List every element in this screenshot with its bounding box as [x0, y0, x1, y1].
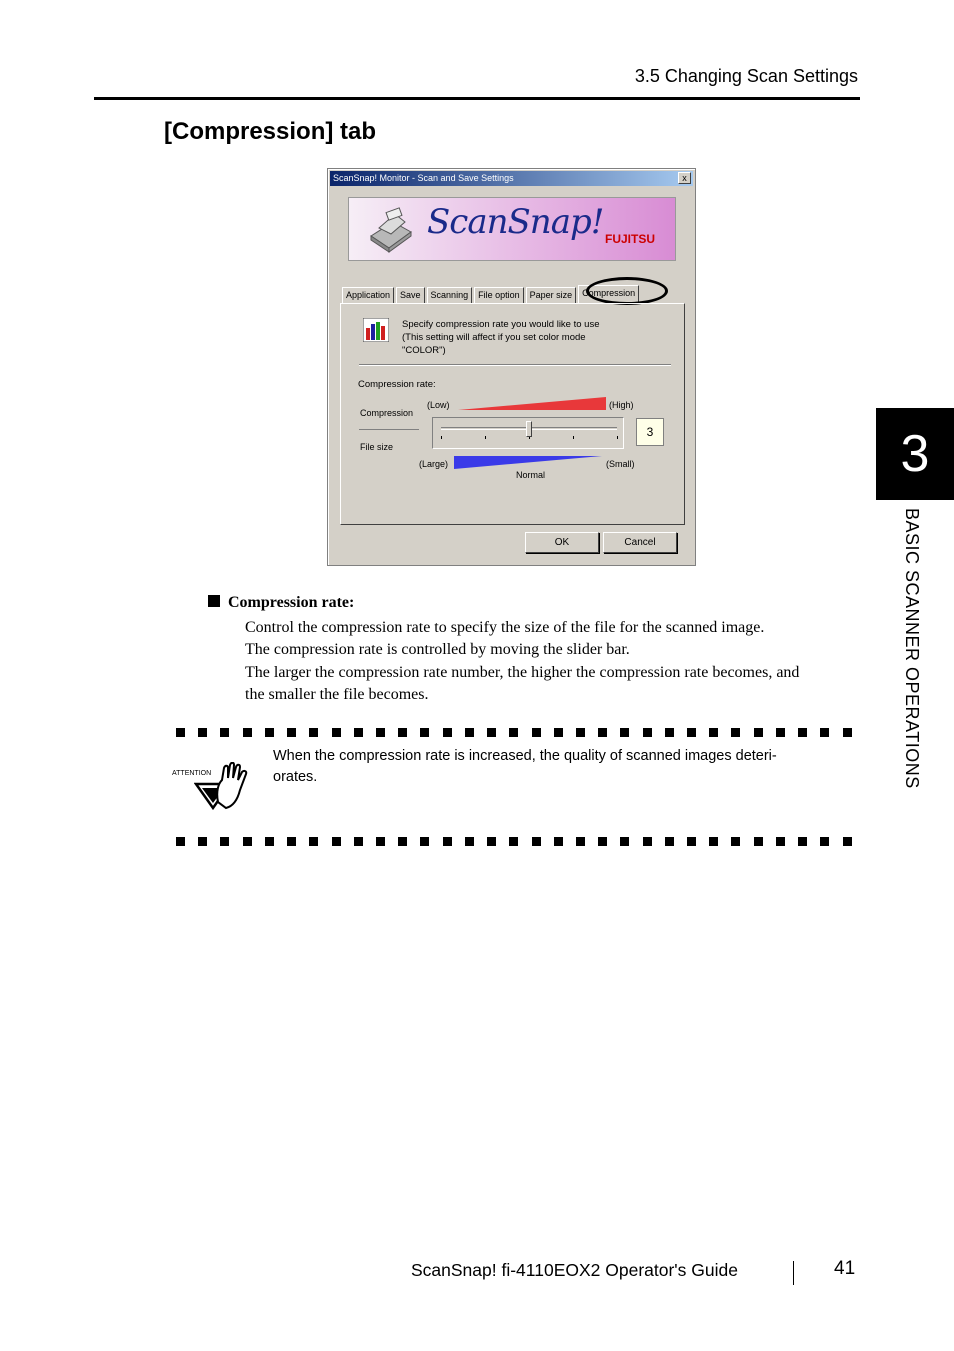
- body-line: the smaller the file becomes.: [245, 686, 429, 703]
- border-dot: [687, 728, 696, 737]
- dialog-titlebar: [330, 171, 693, 186]
- label-divider: [359, 429, 419, 430]
- tab-paper-size[interactable]: Paper size: [526, 287, 577, 303]
- attention-hand-icon: [194, 762, 250, 812]
- border-dot: [309, 837, 318, 846]
- border-dot: [176, 837, 185, 846]
- border-dot: [643, 728, 652, 737]
- border-dot: [420, 728, 429, 737]
- border-dot: [843, 837, 852, 846]
- border-dot: [687, 837, 696, 846]
- border-dot: [265, 837, 274, 846]
- border-dot: [554, 837, 563, 846]
- border-dot: [443, 728, 452, 737]
- border-dot: [487, 728, 496, 737]
- compression-instructions: [402, 318, 662, 357]
- border-dot: [532, 837, 541, 846]
- border-dot: [176, 728, 185, 737]
- border-dot: [731, 728, 740, 737]
- border-dot: [820, 837, 829, 846]
- scansnap-banner: [348, 197, 676, 261]
- border-dot: [731, 837, 740, 846]
- border-dot: [820, 728, 829, 737]
- cancel-button[interactable]: Cancel: [603, 532, 677, 553]
- border-dot: [220, 837, 229, 846]
- slider-tick: [617, 436, 618, 439]
- border-dot: [509, 837, 518, 846]
- border-dot: [376, 837, 385, 846]
- item-heading: [208, 594, 354, 612]
- border-dot: [598, 837, 607, 846]
- scansnap-logo: ScanSnap!: [427, 202, 604, 242]
- body-line: Control the compression rate to specify the size of the file for the scanned image.: [245, 619, 765, 636]
- border-dot: [843, 728, 852, 737]
- border-dot: [398, 728, 407, 737]
- attention-bottom-border: [176, 837, 852, 846]
- slider-tick: [485, 436, 486, 439]
- compression-value: 3: [636, 418, 664, 446]
- attention-line: When the compression rate is increased, the quality of scanned images deteri-: [273, 748, 777, 764]
- border-dot: [487, 837, 496, 846]
- normal-label: Normal: [516, 470, 546, 480]
- border-dot: [665, 728, 674, 737]
- border-dot: [665, 837, 674, 846]
- filesize-wedge: [454, 456, 602, 470]
- border-dot: [309, 728, 318, 737]
- compression-slider[interactable]: [432, 417, 624, 449]
- slider-tick: [573, 436, 574, 439]
- header-rule: [94, 97, 860, 100]
- compression-panel: [340, 303, 685, 525]
- border-dot: [798, 728, 807, 737]
- instruction-line: "COLOR"): [402, 345, 446, 356]
- border-dot: [265, 728, 274, 737]
- border-dot: [332, 837, 341, 846]
- scanner-icon: [365, 206, 415, 254]
- square-bullet-icon: [208, 595, 220, 607]
- fujitsu-logo: FUJITSU: [604, 232, 655, 246]
- slider-thumb[interactable]: [526, 421, 532, 437]
- border-dot: [709, 837, 718, 846]
- border-dot: [754, 728, 763, 737]
- filesize-wedge-shape: [454, 456, 602, 469]
- file-size-label: File size: [360, 442, 394, 452]
- attention-top-border: [176, 728, 852, 737]
- tab-compression[interactable]: Compression: [578, 285, 639, 303]
- border-dot: [532, 728, 541, 737]
- border-dot: [598, 728, 607, 737]
- border-dot: [420, 837, 429, 846]
- border-dot: [243, 728, 252, 737]
- tab-scanning[interactable]: Scanning: [427, 287, 473, 303]
- compression-wedge: [458, 397, 606, 411]
- compression-wedge-shape: [458, 397, 606, 410]
- border-dot: [198, 837, 207, 846]
- ok-button[interactable]: OK: [525, 532, 599, 553]
- body-line: The larger the compression rate number, the higher the compression rate becomes, and: [245, 664, 800, 681]
- scan-settings-dialog: [327, 168, 696, 566]
- body-line: The compression rate is controlled by moving the slider bar.: [245, 641, 630, 658]
- low-label: (Low): [427, 400, 450, 410]
- attention-line: orates.: [273, 769, 318, 785]
- border-dot: [776, 837, 785, 846]
- instruction-line: (This setting will affect if you set color mode: [402, 332, 586, 343]
- border-dot: [443, 837, 452, 846]
- border-dot: [576, 837, 585, 846]
- attention-label: ATTENTION: [172, 770, 212, 777]
- border-dot: [220, 728, 229, 737]
- dialog-title: ScanSnap! Monitor - Scan and Save Settings: [333, 173, 514, 183]
- border-dot: [754, 837, 763, 846]
- border-dot: [776, 728, 785, 737]
- border-dot: [243, 837, 252, 846]
- border-dot: [354, 837, 363, 846]
- panel-separator: [359, 364, 671, 366]
- border-dot: [332, 728, 341, 737]
- compression-label: Compression: [360, 408, 414, 418]
- border-dot: [620, 837, 629, 846]
- attention-text: [273, 746, 853, 788]
- footer-divider: [793, 1261, 794, 1285]
- border-dot: [643, 837, 652, 846]
- border-dot: [798, 837, 807, 846]
- border-dot: [554, 728, 563, 737]
- compression-rate-icon: [363, 318, 389, 342]
- border-dot: [576, 728, 585, 737]
- large-label: (Large): [419, 459, 449, 469]
- border-dot: [509, 728, 518, 737]
- chapter-side-label: BASIC SCANNER OPERATIONS: [902, 508, 922, 789]
- border-dot: [709, 728, 718, 737]
- chapter-tab: [876, 408, 954, 500]
- border-dot: [465, 728, 474, 737]
- slider-tick: [441, 436, 442, 439]
- border-dot: [398, 837, 407, 846]
- section-title: [Compression] tab: [164, 118, 377, 145]
- border-dot: [198, 728, 207, 737]
- item-heading-text: Compression rate:: [228, 594, 355, 611]
- border-dot: [354, 728, 363, 737]
- chapter-number: 3: [900, 425, 930, 483]
- footer-guide-title: ScanSnap! fi-4110EOX2 Operator's Guide: [411, 1260, 738, 1280]
- border-dot: [620, 728, 629, 737]
- border-dot: [287, 728, 296, 737]
- border-dot: [376, 728, 385, 737]
- page-number: 41: [834, 1258, 856, 1279]
- tab-save[interactable]: Save: [396, 287, 425, 303]
- small-label: (Small): [606, 459, 635, 469]
- tab-file-option[interactable]: File option: [474, 287, 524, 303]
- border-dot: [287, 837, 296, 846]
- border-dot: [465, 837, 474, 846]
- compression-rate-label: Compression rate:: [358, 379, 436, 390]
- running-head: 3.5 Changing Scan Settings: [634, 66, 858, 86]
- highlight-circle: [586, 277, 668, 305]
- high-label: (High): [609, 400, 634, 410]
- close-icon[interactable]: x: [678, 172, 691, 184]
- tab-application[interactable]: Application: [342, 287, 394, 303]
- instruction-line: Specify compression rate you would like to use: [402, 319, 600, 330]
